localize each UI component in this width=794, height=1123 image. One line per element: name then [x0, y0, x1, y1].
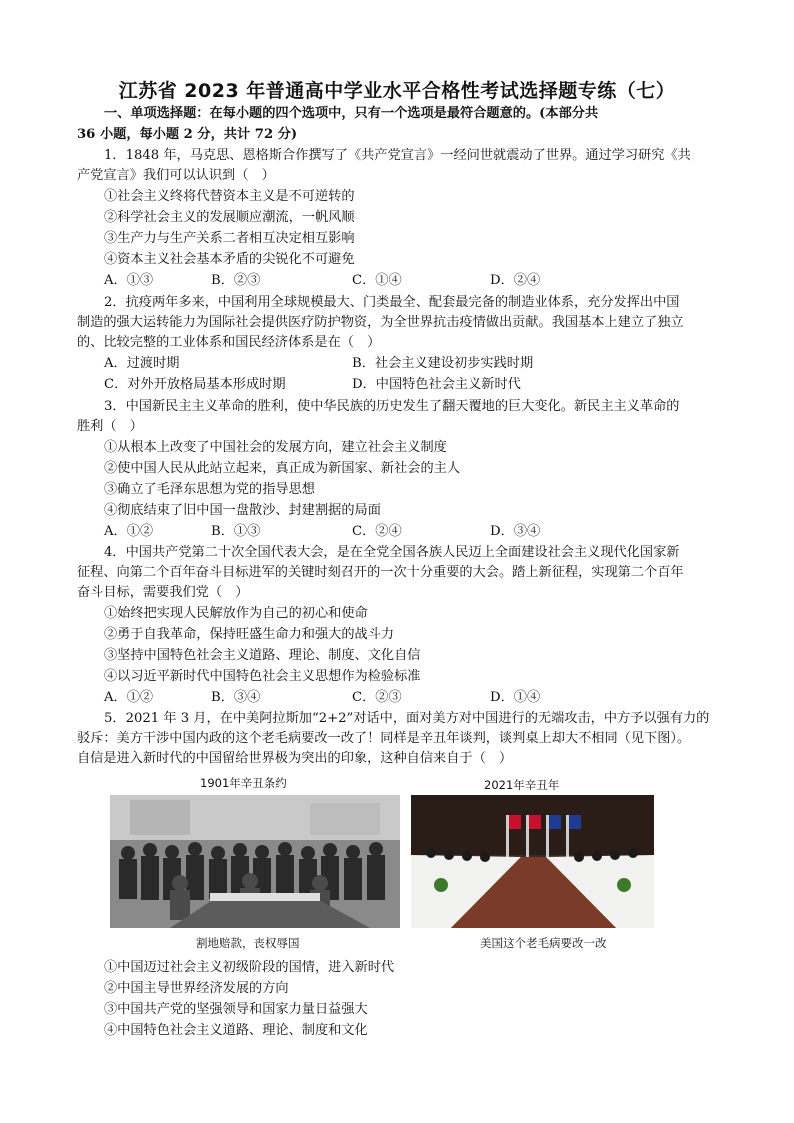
q4-statement-1: ①始终把实现人民解放作为自己的初心和使命	[104, 606, 368, 621]
q2-stem-line-2: 制造的强大运转能力为国际社会提供医疗防护物资，为全世界抗击疫情做出贡献。我国基本上建立了独立	[77, 315, 684, 330]
q4-option-b[interactable]: B．③④	[211, 690, 261, 705]
q2-option-b[interactable]: B．社会主义建设初步实践时期	[352, 356, 534, 371]
q1-option-c[interactable]: C．①④	[352, 273, 402, 288]
q4-option-a[interactable]: A．①②	[104, 690, 154, 705]
q1-statement-2: ②科学社会主义的发展顺应潮流，一帆风顺	[104, 210, 355, 225]
q3-option-d[interactable]: D．③④	[490, 524, 541, 539]
q2-option-c[interactable]: C．对外开放格局基本形成时期	[104, 377, 286, 392]
section-heading-line-2: 36 小题，每小题 2 分，共计 72 分)	[77, 127, 298, 142]
q4-option-c[interactable]: C．②③	[352, 690, 402, 705]
image-1-caption-bottom: 割地赔款，丧权辱国	[196, 936, 300, 950]
q5-statement-4: ④中国特色社会主义道路、理论、制度和文化	[104, 1023, 368, 1038]
q5-stem-line-1: 5．2021 年 3 月，在中美阿拉斯加“2+2”对话中，面对美方对中国进行的无端攻击，中方予以强有力的	[104, 711, 710, 726]
q3-statement-1: ①从根本上改变了中国社会的发展方向，建立社会主义制度	[104, 440, 447, 455]
q1-stem-line-1: 1．1848 年，马克思、恩格斯合作撰写了《共产党宣言》一经问世就震动了世界。通过学习研究《共	[104, 148, 691, 163]
section-heading	[77, 103, 724, 145]
q1-statement-1: ①社会主义终将代替资本主义是不可逆转的	[104, 189, 355, 204]
q4-stem-line-3: 奋斗目标，需要我们党（ ）	[77, 585, 249, 600]
q3-statement-2: ②使中国人民从此站立起来，真正成为新国家、新社会的主人	[104, 461, 461, 476]
q2-stem-line-3: 的、比较完整的工业体系和国民经济体系是在（ ）	[77, 335, 381, 350]
q2-option-d[interactable]: D．中国特色社会主义新时代	[352, 377, 521, 392]
q3-statement-4: ④彻底结束了旧中国一盘散沙、封建割据的局面	[104, 503, 381, 518]
treaty-1901-photo	[110, 795, 400, 928]
q3-option-a[interactable]: A．①②	[104, 524, 154, 539]
image-2-caption-top: 2021年辛丑年	[484, 778, 560, 792]
q4-statement-2: ②勇于自我革命，保持旺盛生命力和强大的战斗力	[104, 627, 395, 642]
image-1-caption-top: 1901年辛丑条约	[200, 776, 287, 790]
q3-statement-3: ③确立了毛泽东思想为党的指导思想	[104, 482, 315, 497]
q4-statement-4: ④以习近平新时代中国特色社会主义思想作为检验标准	[104, 669, 421, 684]
q1-option-d[interactable]: D．②④	[490, 273, 541, 288]
q5-statement-3: ③中国共产党的坚强领导和国家力量日益强大	[104, 1002, 368, 1017]
alaska-2021-photo	[411, 795, 654, 928]
q5-statement-2: ②中国主导世界经济发展的方向	[104, 981, 289, 996]
q1-stem-line-2: 产党宣言》我们可以认识到（ ）	[77, 168, 275, 183]
q3-stem-line-2: 胜利（ ）	[77, 419, 143, 434]
q1-statement-4: ④资本主义社会基本矛盾的尖锐化不可避免	[104, 252, 355, 267]
section-heading-line-1: 一、单项选择题：在每小题的四个选项中，只有一个选项是最符合题意的。(本部分共	[104, 106, 599, 121]
q1-option-a[interactable]: A．①③	[104, 273, 154, 288]
q5-stem-line-3: 自信是进入新时代的中国留给世界极为突出的印象，这种自信来自于（ ）	[77, 751, 513, 766]
q3-option-c[interactable]: C．②④	[352, 524, 402, 539]
q5-stem-line-2: 驳斥：美方干涉中国内政的这个老毛病要改一改了！同样是辛丑年谈判，谈判桌上却大不相同（见下图）。	[77, 731, 691, 746]
q3-stem-line-1: 3．中国新民主主义革命的胜利，使中华民族的历史发生了翻天覆地的巨大变化。新民主主义革命的	[104, 399, 680, 414]
q4-statement-3: ③坚持中国特色社会主义道路、理论、制度、文化自信	[104, 648, 421, 663]
q3-option-b[interactable]: B．①③	[211, 524, 261, 539]
image-2-caption-bottom: 美国这个老毛病要改一改	[480, 936, 607, 950]
q2-stem-line-1: 2．抗疫两年多来，中国利用全球规模最大、门类最全、配套最完备的制造业体系，充分发挥出中国	[104, 295, 680, 310]
q4-option-d[interactable]: D．①④	[490, 690, 541, 705]
q2-option-a[interactable]: A．过渡时期	[104, 356, 180, 371]
q5-statement-1: ①中国迈过社会主义初级阶段的国情，进入新时代	[104, 960, 395, 975]
page-title: 江苏省 2023 年普通高中学业水平合格性考试选择题专练（七）	[118, 80, 676, 102]
q4-stem-line-1: 4．中国共产党第二十次全国代表大会，是在全党全国各族人民迈上全面建设社会主义现代化国家新	[104, 545, 680, 560]
q1-statement-3: ③生产力与生产关系二者相互决定相互影响	[104, 231, 355, 246]
q4-stem-line-2: 征程、向第二个百年奋斗目标进军的关键时刻召开的一次十分重要的大会。踏上新征程，实现第二个百年	[77, 565, 684, 580]
q1-option-b[interactable]: B．②③	[211, 273, 261, 288]
